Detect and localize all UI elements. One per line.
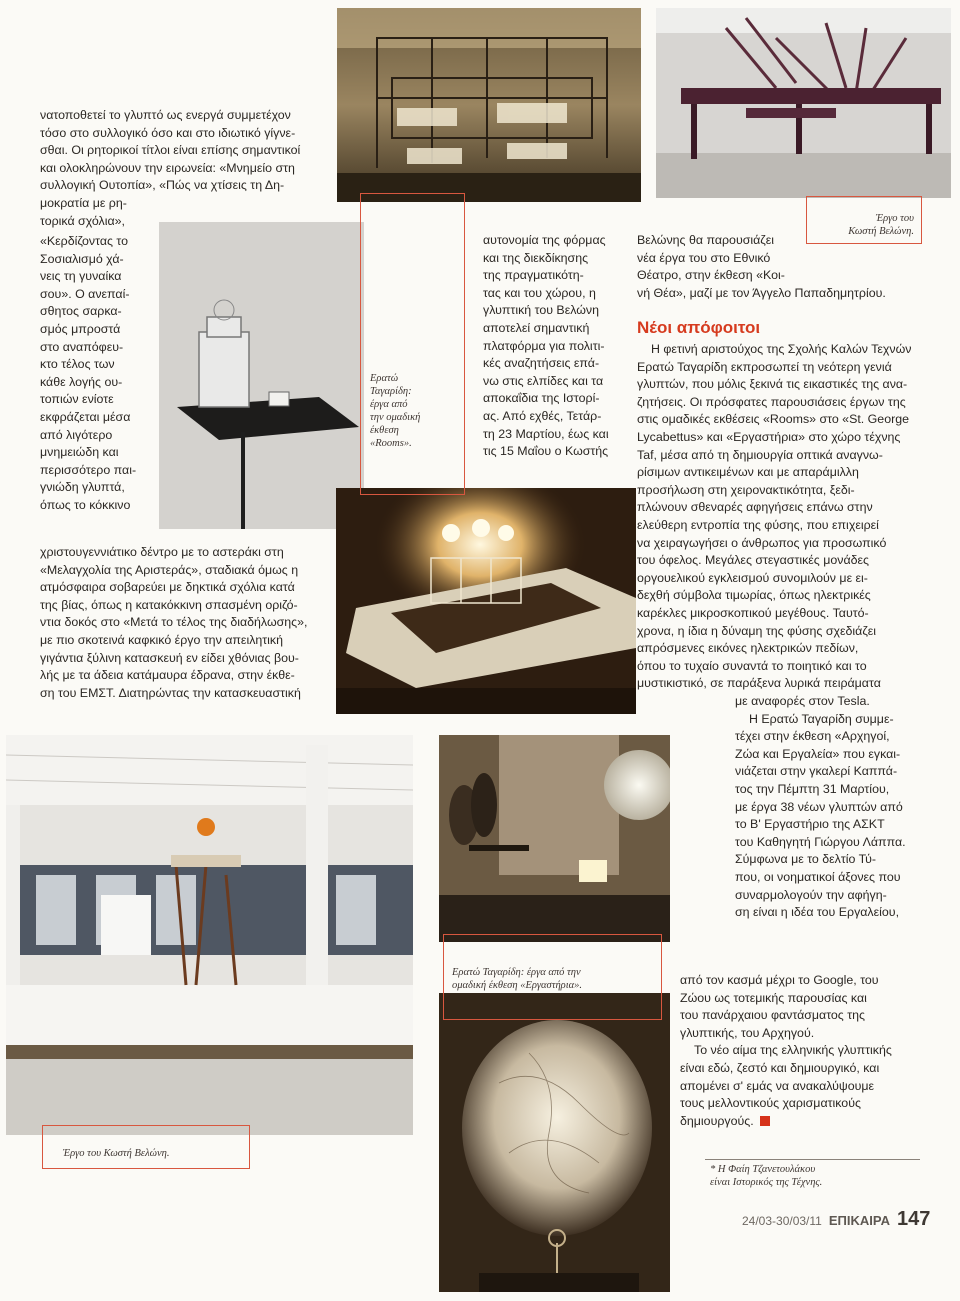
text-line: νέα έργα του στο Εθνικό: [637, 250, 771, 265]
footer-magazine-name: ΕΠΙΚΑΙΡΑ: [828, 1213, 891, 1228]
text-line: σθητος σαρκα-: [40, 304, 122, 319]
text-line: νω στις ελπίδες και τα: [483, 373, 604, 388]
text-line: με πιο σκοτεινά καφκικό έργο την απειλητική: [40, 632, 284, 647]
text-line: της βίας, όπως η κατακόκκινη σπασμένη οριζό-: [40, 597, 298, 612]
text-line: γλυπτική του Βελώνη: [483, 303, 599, 318]
author-note: [710, 1163, 910, 1189]
text-line: νατοποθετεί το γλυπτό ως ενεργά συμμετέχον: [40, 108, 291, 122]
text-line: σμός μπροστά: [40, 321, 121, 336]
text-line: χριστουγεννιάτικο δέντρο με το αστεράκι στη: [40, 545, 284, 559]
text-line: Ερατώ Ταγαρίδη: έργα από την: [452, 967, 581, 978]
footer-date: 24/03-30/03/11: [742, 1214, 822, 1228]
text-line: Θέατρο, στην έκθεση «Κοι-: [637, 268, 785, 283]
text-line: Έργο του: [875, 213, 914, 224]
text-line: να χειραγωγήσει ο άνθρωπος για προσωπικό: [637, 535, 887, 550]
text-line: Βελώνης θα παρουσιάζει: [637, 233, 775, 247]
text-line: τους μελλοντικούς χαρισματικούς: [680, 1096, 861, 1111]
text-line: στο αναπόφευ-: [40, 339, 124, 354]
photo-tagaridi-rooms-sculpture: [159, 222, 364, 529]
text-line: πλατφόρμα για πολιτι-: [483, 338, 605, 353]
text-line: Κωστή Βελώνη.: [848, 226, 914, 237]
text-line: είναι Ιστορικός της Τέχνης.: [710, 1177, 823, 1188]
text-line: απομένει σ' εμάς να ανακαλύψουμε: [680, 1078, 875, 1093]
text-line: Ερατώ: [370, 373, 399, 384]
footer-page-number: 147: [897, 1208, 931, 1230]
text-line: Ερατώ Ταγαρίδη εκπροσωπεί τη νεότερη γενιά: [637, 359, 892, 374]
text-line: γλυπτικής, του Αρχηγού.: [680, 1025, 815, 1040]
text-line: «Rooms».: [370, 438, 412, 449]
text-line: Το νέο αίμα της ελληνικής γλυπτικής: [694, 1043, 892, 1058]
text-line: έργα από: [370, 399, 408, 410]
text-line: τος την Πέμπτη 31 Μαρτίου,: [735, 781, 890, 796]
text-line: * Η Φαίη Τζανετουλάκου: [710, 1164, 816, 1175]
photo-velonis-benches: [656, 8, 951, 198]
text-line: αυτονομία της φόρμας: [483, 233, 606, 247]
text-line: έκθεση: [370, 425, 399, 436]
caption-tagaridi-rooms: [370, 372, 460, 450]
text-line: συναρμολογούν την αφήγη-: [735, 887, 887, 902]
text-line: Taf, μέσα από τη δημιουργία οπτικά αναγνω-: [637, 447, 883, 462]
text-line: ομαδική έκθεση «Εργαστήρια».: [452, 980, 583, 991]
article-left-top: [40, 107, 330, 230]
text-line: από λιγότερο: [40, 427, 113, 442]
text-line: ση του ΕΜΣΤ. Διατηρώντας την κατασκευαστική: [40, 685, 301, 700]
article-right-main: [637, 341, 922, 693]
text-line: κές αναζητήσεις επά-: [483, 356, 600, 371]
photo-rooms-installation-top: [337, 8, 641, 202]
end-of-article-square: [760, 1116, 770, 1126]
text-line: ελεύθερη εντροπία της φύσης, που επιχειρεί: [637, 517, 879, 532]
text-line: προσήλωση στη χειρονακτικότητα, ξεδι-: [637, 482, 855, 497]
photo-velonis-gallery-platform: [6, 735, 413, 1135]
text-line: ζητήσεις. Οι πρόσφατες παρουσιάσεις έργων της: [637, 394, 906, 409]
text-line: οργουελικού εγκλεισμού συνομιλούν με ει-: [637, 570, 868, 585]
article-left-narrow: [40, 233, 143, 515]
text-line: Ταγαρίδη:: [370, 386, 412, 397]
article-right-lower: [735, 693, 922, 922]
text-line: μυστικιστικό, σε παράξενα λυρικά πειράματα: [637, 676, 881, 691]
text-line: μοκρατία με ρη-: [40, 195, 127, 210]
page-footer: [742, 1208, 930, 1231]
text-line: τοπιών ενίοτε: [40, 392, 114, 407]
text-line: δεχθή σύμβολα τιμωρίας, όπως ηλεκτρικές: [637, 588, 871, 603]
text-line: ατμόσφαιρα σοβαρεύει με δηκτικά σχόλια κατά: [40, 580, 295, 595]
text-line: πλώνουν σθεναρές αφηγήσεις επάνω στην: [637, 500, 873, 515]
text-line: «Κερδίζοντας το: [40, 234, 129, 248]
text-line: μνημειώδη και: [40, 445, 119, 460]
text-line: όπου το τυχαίο συναντά το ποιητικό και το: [637, 658, 867, 673]
text-line: που, οι νοηματικοί άξονες που: [735, 869, 901, 884]
article-right-top: [637, 232, 922, 302]
text-line: συλλογική Ουτοπία», «Πώς να χτίσεις τη Δη-: [40, 178, 285, 193]
text-line: σου». Ο ανεπαί-: [40, 286, 130, 301]
text-line: ντια δοκός στο «Μετά το τέλος της διαδήλωσης»,: [40, 615, 308, 630]
text-line: γλυπτών, που μόλις ξεκινά τις εικαστικές της ανα-: [637, 377, 908, 392]
text-line: «Μελαγχολία της Αριστεράς», σταδιακά όμως η: [40, 562, 299, 577]
text-line: κτο τέλος των: [40, 357, 115, 372]
text-line: χρονα, η ίδια η δύναμη της φύσης σχεδιάζει: [637, 623, 877, 638]
text-line: και της διεκδίκησης: [483, 250, 589, 265]
caption-velonis-bottom: Έργο του Κωστή Βελώνη.: [63, 1148, 170, 1159]
text-line: τορικά σχόλια»,: [40, 213, 125, 228]
text-line: ρίσιμων αντικειμένων και με απαράμιλλη: [637, 465, 859, 480]
caption-tagaridi-ergastiria: [452, 966, 657, 992]
text-line: καρέκλες μικροσκοπικού μεγέθους. Ταυτό-: [637, 605, 869, 620]
text-line: νεις τη γυναίκα: [40, 269, 122, 284]
text-line: γνιώδη γλυπτά,: [40, 480, 125, 495]
text-line: αποκαΐδια της Ιστορί-: [483, 391, 600, 406]
text-line: του όφελος. Μεγάλες στεγαστικές μονάδες: [637, 553, 870, 568]
text-line: της πραγματικότη-: [483, 268, 584, 283]
text-line: στις ομαδικές εκθέσεις «Rooms» στο «St. George: [637, 412, 909, 427]
text-line: Η φετινή αριστούχος της Σχολής Καλών Τεχνών: [651, 342, 912, 356]
section-heading-new-graduates: Νέοι απόφοιτοι: [637, 318, 761, 337]
text-line: περισσότερο παι-: [40, 462, 137, 477]
text-line: Η Ερατώ Ταγαρίδη συμμε-: [749, 711, 894, 726]
text-line: κάθε λογής ου-: [40, 374, 123, 389]
text-line: αποτελεί σημαντική: [483, 320, 590, 335]
text-line: το Β' Εργαστήριο της ΑΣΚΤ: [735, 817, 885, 832]
text-line: την ομαδική: [370, 412, 421, 423]
text-line: από τον κασμά μέχρι το Google, του: [680, 973, 879, 987]
text-line: νή Θέα», μαζί με τον Άγγελο Παπαδημητρίου.: [637, 285, 886, 300]
photo-tagaridi-ergastiria-room: [439, 735, 670, 942]
article-left-bottom: [40, 544, 330, 702]
text-line: δημιουργούς.: [680, 1113, 922, 1131]
text-line: τας και του χώρου, η: [483, 285, 596, 300]
text-line: γιγάντια ξύλινη κατασκευή εν είδει χθόνιας βου-: [40, 650, 299, 665]
text-line: τόσο στο συλλογικό όσο και στο ιδιωτικό γίγνε-: [40, 125, 296, 140]
text-line: εκφράζεται μέσα: [40, 409, 131, 424]
text-line: νιάζεται στην γκαλερί Καππά-: [735, 764, 898, 779]
text-line: τέχει στην έκθεση «Αρχηγοί,: [735, 729, 890, 744]
text-line: λής με τα άδεια κατάμαυρα έδρανα, στην έκθε-: [40, 668, 295, 683]
text-line: ας. Από εχθές, Τετάρ-: [483, 408, 602, 423]
text-line: ση είναι η ιδέα του Εργαλείου,: [735, 905, 900, 920]
text-line: Σύμφωνα με το δελτίο Τύ-: [735, 852, 877, 867]
text-line: με αναφορές στον Tesla.: [735, 694, 870, 708]
text-line: και ολοκληρώνουν την ειρωνεία: «Μνημείο στη: [40, 160, 295, 175]
text-line: τη 23 Μαρτίου, έως και: [483, 426, 609, 441]
text-line: Lycabettus» και «Εργαστήρια» στο χώρο τέχνης: [637, 429, 901, 444]
photo-tagaridi-bed-installation: [336, 488, 636, 714]
author-note-rule: [705, 1159, 920, 1160]
text-line: Σοσιαλισμό χά-: [40, 251, 124, 266]
text-line: όπως το κόκκινο: [40, 497, 131, 512]
text-line: του πανάρχαιου φαντάσματος της: [680, 1008, 865, 1023]
text-line: σθαι. Οι ρητορικοί τίτλοι είναι επίσης σημαντικοί: [40, 143, 301, 158]
text-line: είναι εδώ, ζεστό και δημιουργικό, και: [680, 1060, 880, 1075]
photo-tagaridi-electric-field: [439, 993, 670, 1292]
article-middle-column: [483, 232, 621, 461]
article-right-tail: [680, 972, 922, 1130]
text-line: με έργα 38 νέων γλυπτών από: [735, 799, 903, 814]
text-line: απρόσμενες εικόνες ηλεκτρικών πεδίων,: [637, 641, 859, 656]
text-line: Ζώου ως τοτεμικής παρουσίας και: [680, 990, 867, 1005]
text-line: τις 15 Μαΐου ο Κωστής: [483, 444, 609, 459]
text-line: του Καθηγητή Γιώργου Λάππα.: [735, 834, 906, 849]
text-line: Ζώα και Εργαλεία» που εγκαι-: [735, 746, 901, 761]
